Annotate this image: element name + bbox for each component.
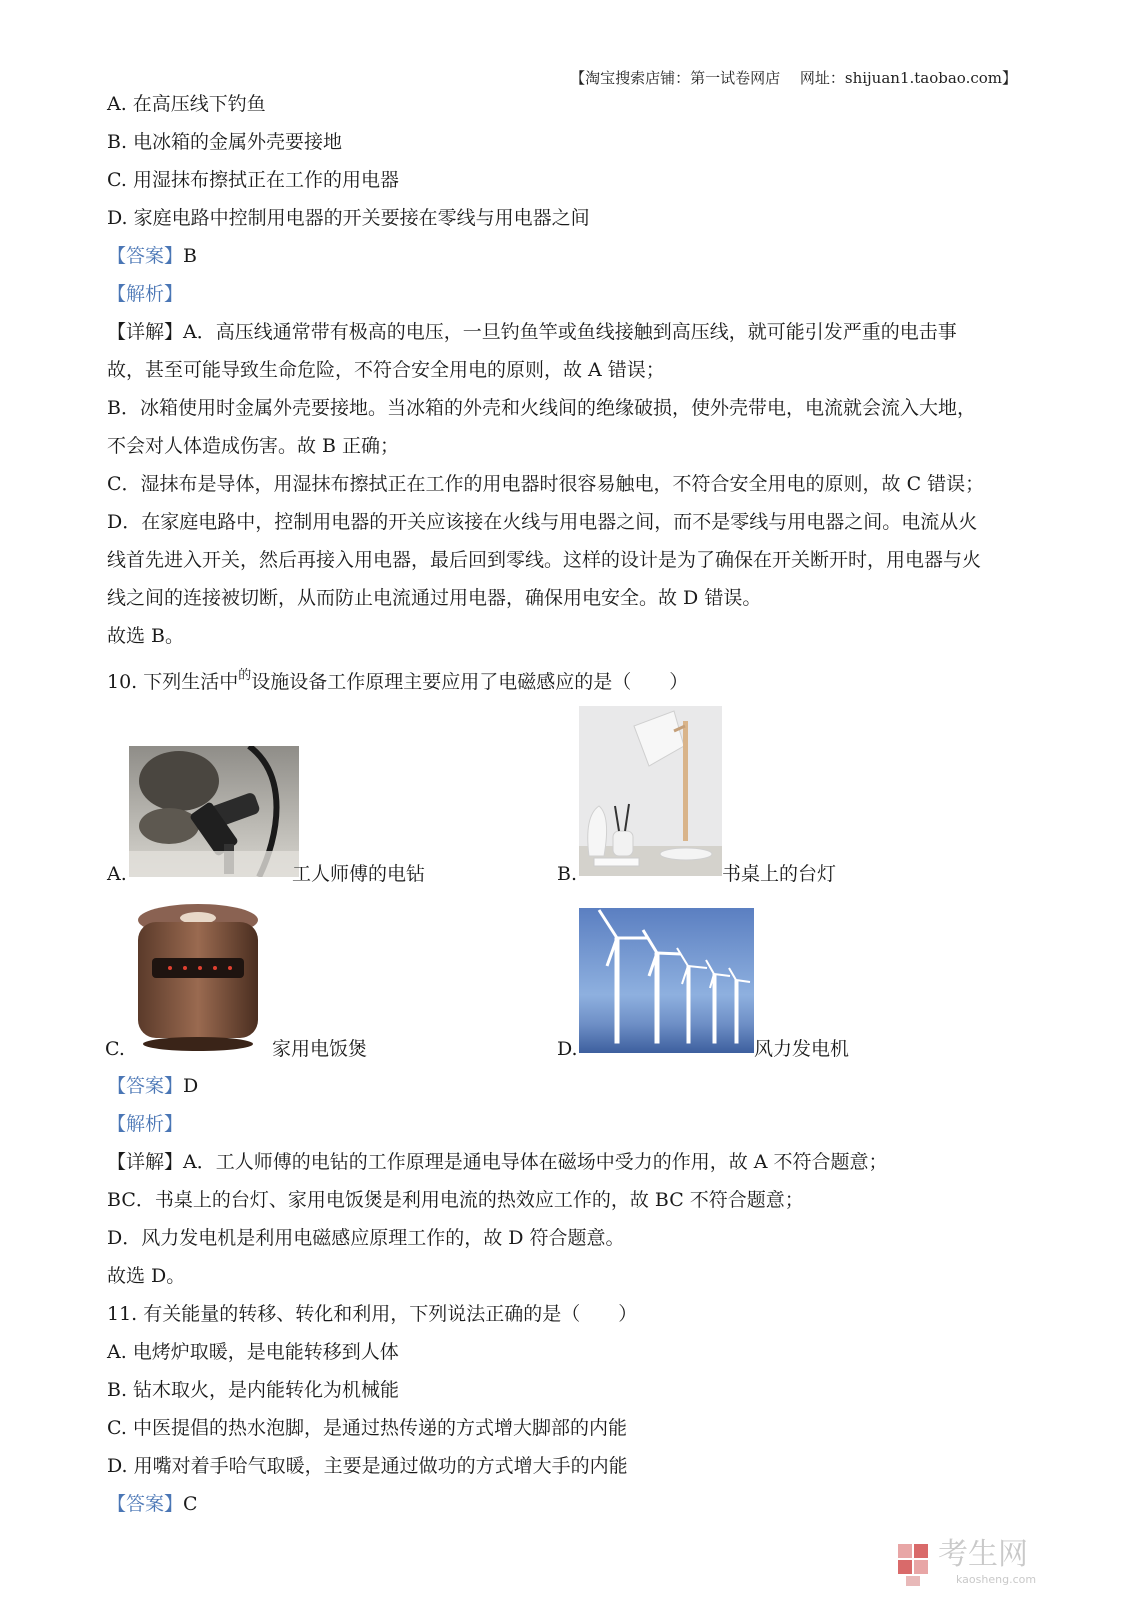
q10-detail-line: 【详解】A．工人师傅的电钻的工作原理是通电导体在磁场中受力的作用，故 A 不符合题意；	[107, 1151, 888, 1173]
q10-detail-line: D．风力发电机是利用电磁感应原理工作的，故 D 符合题意。	[107, 1227, 625, 1249]
q10-option-a-label: 工人师傅的电钻	[292, 863, 426, 885]
answer-value: C	[183, 1493, 198, 1515]
q10-answer	[107, 1074, 198, 1098]
q11-answer	[107, 1492, 198, 1516]
q10-analysis	[107, 1112, 183, 1136]
q9-analysis	[107, 282, 183, 306]
q9-detail-line: 故，甚至可能导致生命危险，不符合安全用电的原则，故 A 错误；	[107, 359, 665, 381]
rice-cooker-image	[130, 898, 267, 1054]
q10-option-c-letter: C.	[105, 1038, 125, 1060]
wind-turbine-image	[579, 908, 754, 1053]
q9-detail-line: D．在家庭电路中，控制用电器的开关应该接在火线与用电器之间，而不是零线与用电器之间。电流从火	[107, 511, 978, 533]
q9-conclusion: 故选 B。	[107, 625, 185, 647]
q10-option-a-letter: A.	[107, 863, 127, 885]
desk-lamp-image	[579, 706, 722, 876]
q9-option-d: D. 家庭电路中控制用电器的开关要接在零线与用电器之间	[107, 207, 590, 229]
detail-tag: 【详解】	[107, 1151, 184, 1173]
watermark-brand: 考生网	[938, 1537, 1028, 1572]
q11-stem: 11. 有关能量的转移、转化和利用，下列说法正确的是（ ）	[107, 1303, 638, 1325]
q10-conclusion: 故选 D。	[107, 1265, 186, 1287]
analysis-tag: 【解析】	[107, 283, 184, 305]
q9-detail-line: 【详解】A．高压线通常带有极高的电压，一旦钓鱼竿或鱼线接触到高压线，就可能引发严重的电击事	[107, 321, 957, 343]
q11-option-b: B. 钻木取火，是内能转化为机械能	[107, 1379, 400, 1401]
kaosheng-watermark	[896, 1537, 1086, 1594]
q11-option-a: A. 电烤炉取暖，是电能转移到人体	[107, 1341, 399, 1363]
q10-option-b-label: 书桌上的台灯	[722, 863, 837, 885]
q10-option-b-letter: B.	[557, 863, 578, 885]
q10-option-d-label: 风力发电机	[754, 1038, 850, 1060]
electric-drill-image	[129, 746, 299, 877]
q9-option-a: A. 在高压线下钓鱼	[107, 93, 266, 115]
watermark-domain: kaosheng.com	[956, 1573, 1037, 1586]
q10-option-c-label: 家用电饭煲	[272, 1038, 368, 1060]
q9-detail-line: 不会对人体造成伤害。故 B 正确；	[107, 435, 400, 457]
q10-detail-line: BC．书桌上的台灯、家用电饭煲是利用电流的热效应工作的，故 BC 不符合题意；	[107, 1189, 804, 1211]
q9-detail-line: 线之间的连接被切断，从而防止电流通过用电器，确保用电安全。故 D 错误。	[107, 587, 762, 609]
q9-detail-line: 线首先进入开关，然后再接入用电器，最后回到零线。这样的设计是为了确保在开关断开时，用电器与火	[107, 549, 982, 571]
answer-value: D	[183, 1075, 199, 1097]
q11-option-d: D. 用嘴对着手哈气取暖，主要是通过做功的方式增大手的内能	[107, 1455, 628, 1477]
q9-option-c: C. 用湿抹布擦拭正在工作的用电器	[107, 169, 399, 191]
q10-stem-superscript: 的	[238, 668, 252, 683]
q9-answer	[107, 244, 197, 268]
q10-option-d-letter: D.	[557, 1038, 578, 1060]
q9-detail-line: C．湿抹布是导体，用湿抹布擦拭正在工作的用电器时很容易触电，不符合安全用电的原则，故 C 错误；	[107, 473, 985, 495]
answer-tag: 【答案】	[107, 1493, 184, 1515]
q11-option-c: C. 中医提倡的热水泡脚，是通过热传递的方式增大脚部的内能	[107, 1417, 627, 1439]
answer-tag: 【答案】	[107, 1075, 184, 1097]
detail-tag: 【详解】	[107, 321, 184, 343]
q9-detail-line: B．冰箱使用时金属外壳要接地。当冰箱的外壳和火线间的绝缘破损，使外壳带电，电流就会流入大地，	[107, 397, 976, 419]
answer-tag: 【答案】	[107, 245, 184, 267]
q10-stem: 10. 下列生活中$^的$设施设备工作原理主要应用了电磁感应的是（ ）	[107, 668, 689, 693]
page-header: 【淘宝搜索店铺：第一试卷网店 网址：shijuan1.taobao.com】	[570, 69, 1017, 87]
analysis-tag: 【解析】	[107, 1113, 184, 1135]
q9-option-b: B. 电冰箱的金属外壳要接地	[107, 131, 343, 153]
answer-value: B	[183, 245, 197, 267]
